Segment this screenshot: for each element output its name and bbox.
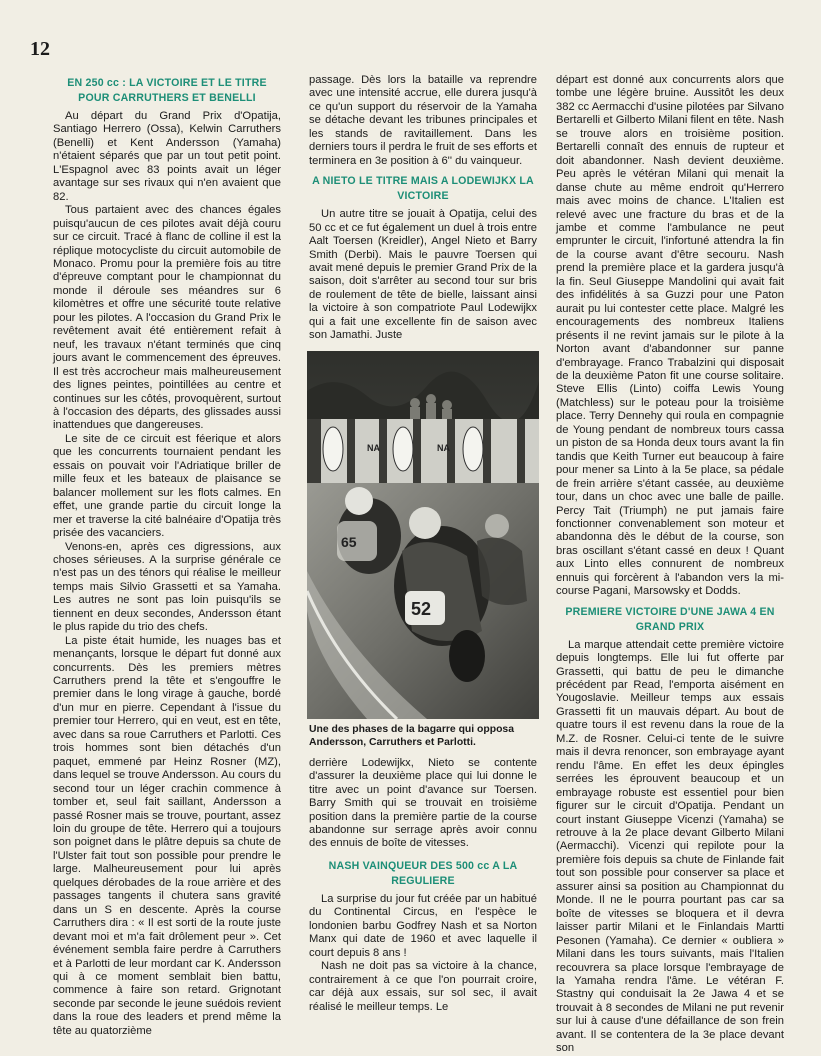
paragraph: passage. Dès lors la bataille va reprendre avec une intensité accrue, elle durera jusqu'à ce qu'un support du réservoir de la Yamaha se détache devant les tribunes principales et les stands de ravitaillement. Dans les derniers tours il perdra le fruit de ses efforts et terminera en 3e position à 6'' du vainqueur. <box>309 74 537 167</box>
paragraph: La marque attendait cette première victoire depuis longtemps. Elle lui fut offerte par Grassetti, qui battu de peu le dimanche précédent par Read, l'emporta aisément en Yougoslavie. Meilleur temps aux essais Grassetti fit un mauvais départ. Au bout de quatre tours il est revenu dans la roue de la M.Z. de Rosner. Celui-ci tente de le suivre mais il devra renoncer, son embrayage ayant rendu l'âme. En effet les deux épingles serrées les éprouvent beaucoup et un embrayage robuste est essentiel pour bien figurer sur le circuit d'Opatija. Pendant un court instant Giuseppe Vicenzi (Yamaha) se retrouve à la 2e place devant Gilberto Milani (Aermacchi). Vicenzi qui repilote pour la première fois depuis sa chute de Finlande fait tout son possible pour conserver sa place et assurer ainsi sa position au Championnat du Monde. Il ne le pourra pourtant pas car sa boîte de vitesses se bloquera et il devra laisser partir Milani et le Finlandais Martti Pesonen (Yamaha). Ce dernier « oubliera » Milani dans les tours suivants, mais l'Italien recouvrera sa place lorsque l'embrayage de la Yamaha rendra l'âme. Le vétéran F. Stastny qui conduisait la 2e Jawa 4 et se trouvait à 8 secondes de Milani ne put revenir sur lui à cause d'une défaillance de son frein avant. Il se contentera de la 3e place devant son <box>556 638 784 1055</box>
heading-250cc: EN 250 cc : LA VICTOIRE ET LE TITRE POUR CARRUTHERS ET BENELLI <box>67 77 267 104</box>
rider-number: 52 <box>411 598 432 619</box>
paragraph: départ est donné aux concurrents alors que tombe une légère bruine. Aussitôt les deux 382 cc Aermacchi d'usine pilotées par Silvano Bertarelli et Gilberto Milani filent en tête. Nash se trouve alors en troisième position. Bertarelli connaît des ennuis de rupteur et doit abandonner. Nash devient deuxième. Peu après le vétéran Milani qui menait la danse chute au même endroit qu'Herrero mais avec moins de chance. L'Italien est relevé avec une fracture du bras et de la jambe et comme l'ambulance ne peut emprunter le circuit, l'infortuné attendra la fin de la course avant d'être secouru. Nash prend la première place et la gardera jusqu'à la fin. Seul Giuseppe Mandolini qui avait fait des infidélités à sa Guzzi pour une Paton aurait pu lui contester cette place. Malgré les encouragements des nombreux Italiens présents il ne revint jamais sur le pilote à la Norton avant d'abandonner sur panne d'embrayage. Franco Trabalzini qui disposait de la deuxième Paton fit une course solitaire. Steve Ellis (Linto) coiffa Lewis Young (Matchless) sur le poteau pour la troisième place. Terry Dennehy qui roula en compagnie de Young pendant de nombreux tours cassa un piston de sa Honda deux tours avant la fin tandis que Keith Turner eut beaucoup à faire pour mener sa Linto à la 5e place, sa pédale de frein arrière s'étant cassée, au deuxième tour, dans un choc avec une balle de paille. Percy Tait (Triumph) ne put jamais faire fonctionner convenablement son moteur et abandonna dès le début de la course, son bras oscillant s'étant cassé en deux ! Quant aux Linto elles connurent de nombreux ennuis qui forcèrent à l'abandon vers la mi-course Pagani, Marsowsky et Dodds. <box>556 74 784 598</box>
page-number: 12 <box>30 38 50 60</box>
column-1 <box>53 74 281 1038</box>
banner-text: NA <box>437 442 450 453</box>
banner-text: NA <box>367 442 380 453</box>
heading-nieto: A NIETO LE TITRE MAIS A LODEWIJKX LA VICTOIRE <box>312 175 534 203</box>
race-photo <box>307 351 539 719</box>
heading-jawa: PREMIERE VICTOIRE D'UNE JAWA 4 EN GRAND PRIX <box>565 605 775 633</box>
paragraph: Nash ne doit pas sa victoire à la chance, contrairement à ce que l'on pourrait croire, car déjà aux essais, sur sol sec, il avait réalisé le meilleur temps. Le <box>309 960 537 1013</box>
rider-number: 65 <box>341 533 357 550</box>
paragraph: Venons-en, après ces digressions, aux choses sérieuses. A la surprise générale ce n'est pas un des ténors qui réalise le meilleur temps mais Silvio Grassetti et sa Yamaha. Les autres ne sont pas loin puisqu'ils se tiennent en deux secondes, Andersson étant le plus rapide du trio des chefs. <box>53 540 281 634</box>
column-2 <box>309 74 537 1014</box>
column-3 <box>556 74 784 1056</box>
paragraph: Tous partaient avec des chances égales puisqu'aucun de ces pilotes avait déjà couru sur ce circuit. Tracé à flanc de colline il est la réplique motocycliste du circuit automobile de Monaco. Promu pour la première fois au titre d'épreuve comptant pour le championnat du monde il déroule ses méandres sur 6 kilomètres et offre une sécurité toute relative pour les pilotes. A l'occasion du Grand Prix le revêtement avait été entièrement refait à neuf, les travaux n'étant terminés que cinq jours avant le commencement des épreuves. Il est très accrocheur mais malheureusement des lignes peintes, pointillées au centre et continues sur les côtés, provoquèrent, surtout à l'occasion des départs, des glissades aussi inattendues que dangereuses. <box>53 204 281 432</box>
paragraph: Un autre titre se jouait à Opatija, celui des 50 cc et ce fut également un duel à trois entre Aalt Toersen (Kreidler), Angel Nieto et Barry Smith (Derbi). Mais le pauvre Toersen qui avait mené depuis le premier Grand Prix de la saison, doit s'arrêter au second tour sur bris de roulement de tête de bielle, laissant ainsi la victoire à son compatriote Paul Lodewijkx qui a fait une excellente fin de saison avec son Jamathi. Juste <box>309 208 537 342</box>
paragraph: Au départ du Grand Prix d'Opatija, Santiago Herrero (Ossa), Kelwin Carruthers (Benelli) et Kent Andersson (Yamaha) n'étaient séparés que par un tout petit point. L'Espagnol avec 83 points avait un léger avantage sur ses rivaux qui n'en avaient que 82. <box>53 110 281 203</box>
photo-caption: Une des phases de la bagarre qui opposa Andersson, Carruthers et Parlotti. <box>309 723 514 748</box>
paragraph: La surprise du jour fut créée par un habitué du Continental Circus, en l'espèce le londonien barbu Godfrey Nash et sa Norton Manx qui date de 1960 et avec laquelle il court depuis 8 ans ! <box>309 892 537 959</box>
paragraph: Le site de ce circuit est féerique et alors que les concurrents tournaient pendant les essais on pouvait voir l'Adriatique briller de mille feux et les bateaux de plaisance se balancer mollement sur les flots calmes. En effet, une grande partie du circuit longe la mer et traverse la cité balnéaire d'Opatija très prisée des vacanciers. <box>53 432 281 540</box>
paragraph: derrière Lodewijkx, Nieto se contente d'assurer la deuxième place qui lui donne le titre avec un point d'avance sur Toersen. Barry Smith qui se trouvait en troisième position dans la première partie de la course abandonne sur serrage après avoir connu des ennuis de boîte de vitesses. <box>309 756 537 850</box>
heading-nash-500cc: NASH VAINQUEUR DES 500 cc A LA REGULIERE <box>328 859 518 887</box>
paragraph: La piste était humide, les nuages bas et menançants, lorsque le départ fut donné aux concurrents. Dès les premiers mètres Carruthers prend la tête et s'engouffre le premier dans le long virage à gauche, bordé d'un mur en pierre. Cependant à l'issue du premier tour Herrero, qui en veut, est en tête, avec dans sa roue Carruthers et Parlotti. Ces trois hommes sont bien détachés d'un paquet, emmené par Heinz Rosner (MZ), dans lequel se trouve Andersson. Au cours du second tour un léger crachin commence à tomber et, seul fait saillant, Andersson a passé Rosner mais se trouve, pourtant, assez loin du groupe de tête. Herrero qui a toujours son poignet dans le plâtre depuis sa chute de l'Ulster fait tout son possible pour prendre le large. Malheureusement pour lui après quelques dérobades de la roue arrière et des passages tangents il chutera sans gravité dans un S en descente. Après la course Carruthers dira : « Il est sorti de la route juste devant moi et m'a fait drôlement peur ». Cet événement sembla faire perdre à Carruthers et à Parlotti de leur mordant car K. Andersson qui à ce moment semblait bien battu, commence à faire son retard. Grignotant seconde par seconde le jeune suédois revient dans la roue des leaders et prend même la tête au quatorzième <box>53 634 281 1037</box>
motorcycle-race-photo-image <box>307 351 539 719</box>
